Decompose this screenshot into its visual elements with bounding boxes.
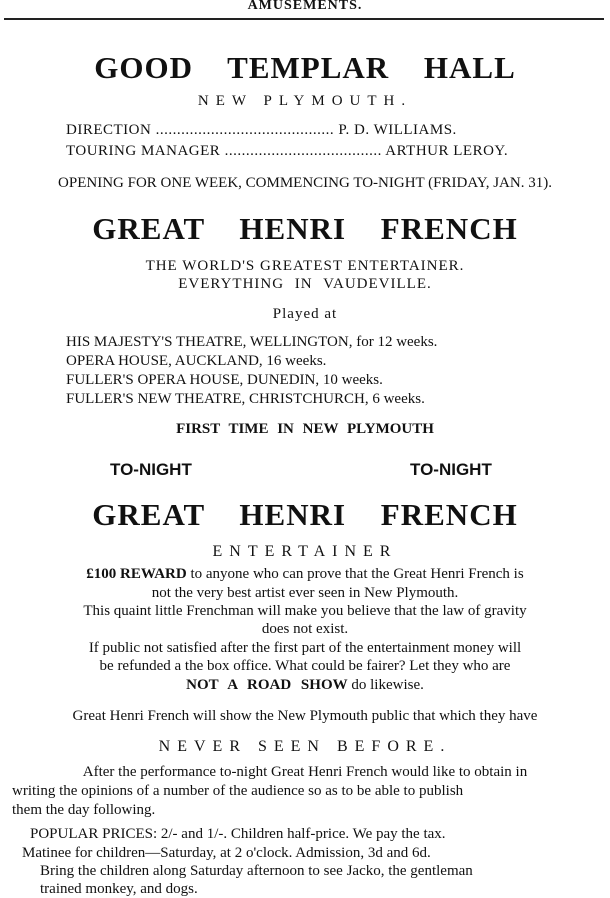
played-at: Played at: [272, 306, 338, 322]
first-time: FIRST TIME IN NEW PLYMOUTH: [176, 421, 434, 437]
tagline-1: THE WORLD'S GREATEST ENTERTAINER.: [145, 258, 465, 274]
direction-label: DIRECTION: [66, 122, 152, 138]
road-show-line: [0, 677, 610, 694]
bring-line-1: Bring the children along Saturday afternoon to see Jacko, the gentleman: [40, 863, 473, 879]
reward-line-1: [0, 566, 610, 583]
performer-heading-2: GREAT HENRI FRENCH: [92, 497, 518, 532]
road-show: NOT A ROAD SHOW: [186, 677, 348, 693]
reward-prefix: £100 REWARD: [86, 566, 187, 582]
show-line: Great Henri French will show the New Plymouth public that which they have: [72, 708, 538, 724]
prices-line: POPULAR PRICES: 2/- and 1/-. Children half-price. We pay the tax.: [30, 826, 446, 842]
venue-4: FULLER'S NEW THEATRE, CHRISTCHURCH, 6 weeks.: [66, 391, 425, 407]
opening-line: OPENING FOR ONE WEEK, COMMENCING TO-NIGHT (FRIDAY, JAN. 31).: [58, 175, 552, 191]
after-line-2: writing the opinions of a number of the audience so as to be able to publish: [12, 783, 464, 799]
tagline-2: EVERYTHING IN VAUDEVILLE.: [178, 276, 432, 292]
venue-2: OPERA HOUSE, AUCKLAND, 16 weeks.: [66, 353, 327, 369]
matinee-line: Matinee for children—Saturday, at 2 o'clock. Admission, 3d and 6d.: [22, 845, 431, 861]
touring-manager-label: TOURING MANAGER: [66, 143, 221, 159]
direction-name: P. D. WILLIAMS.: [338, 122, 457, 138]
quaint-line-1: This quaint little Frenchman will make you believe that the law of gravity: [83, 603, 527, 619]
performer-heading: GREAT HENRI FRENCH: [92, 211, 518, 246]
touring-manager-dots: .....................................: [224, 143, 382, 159]
reward-text: to anyone who can prove that the Great Henri French is: [190, 566, 524, 582]
after-line-1: After the performance to-night Great Henri French would like to obtain in: [82, 764, 528, 780]
refund-line-1: If public not satisfied after the first part of the entertainment money will: [88, 640, 522, 656]
direction-line: [66, 122, 457, 139]
location: NEW PLYMOUTH.: [197, 93, 413, 109]
entertainer: ENTERTAINER: [212, 543, 398, 560]
section-title: AMUSEMENTS.: [247, 0, 363, 13]
touring-manager-name: ARTHUR LEROY.: [385, 143, 509, 159]
touring-manager-line: [66, 143, 508, 160]
after-line-3: them the day following.: [12, 802, 156, 818]
direction-dots: ..........................................: [155, 122, 335, 138]
tonight-left: TO-NIGHT: [110, 460, 192, 479]
never-seen: NEVER SEEN BEFORE.: [158, 738, 452, 755]
bring-line-2: trained monkey, and dogs.: [40, 881, 198, 897]
reward-line-2: not the very best artist ever seen in New Plymouth.: [151, 585, 459, 601]
tonight-right: TO-NIGHT: [410, 460, 492, 479]
header-rule: [4, 18, 604, 20]
venue-3: FULLER'S OPERA HOUSE, DUNEDIN, 10 weeks.: [66, 372, 383, 388]
refund-line-2: be refunded a the box office. What could be fairer? Let they who are: [99, 658, 511, 674]
road-show-suffix: do likewise.: [351, 677, 424, 693]
quaint-line-2: does not exist.: [261, 621, 349, 637]
venue-1: HIS MAJESTY'S THEATRE, WELLINGTON, for 12 weeks.: [66, 334, 438, 350]
hall-title: GOOD TEMPLAR HALL: [94, 50, 516, 85]
